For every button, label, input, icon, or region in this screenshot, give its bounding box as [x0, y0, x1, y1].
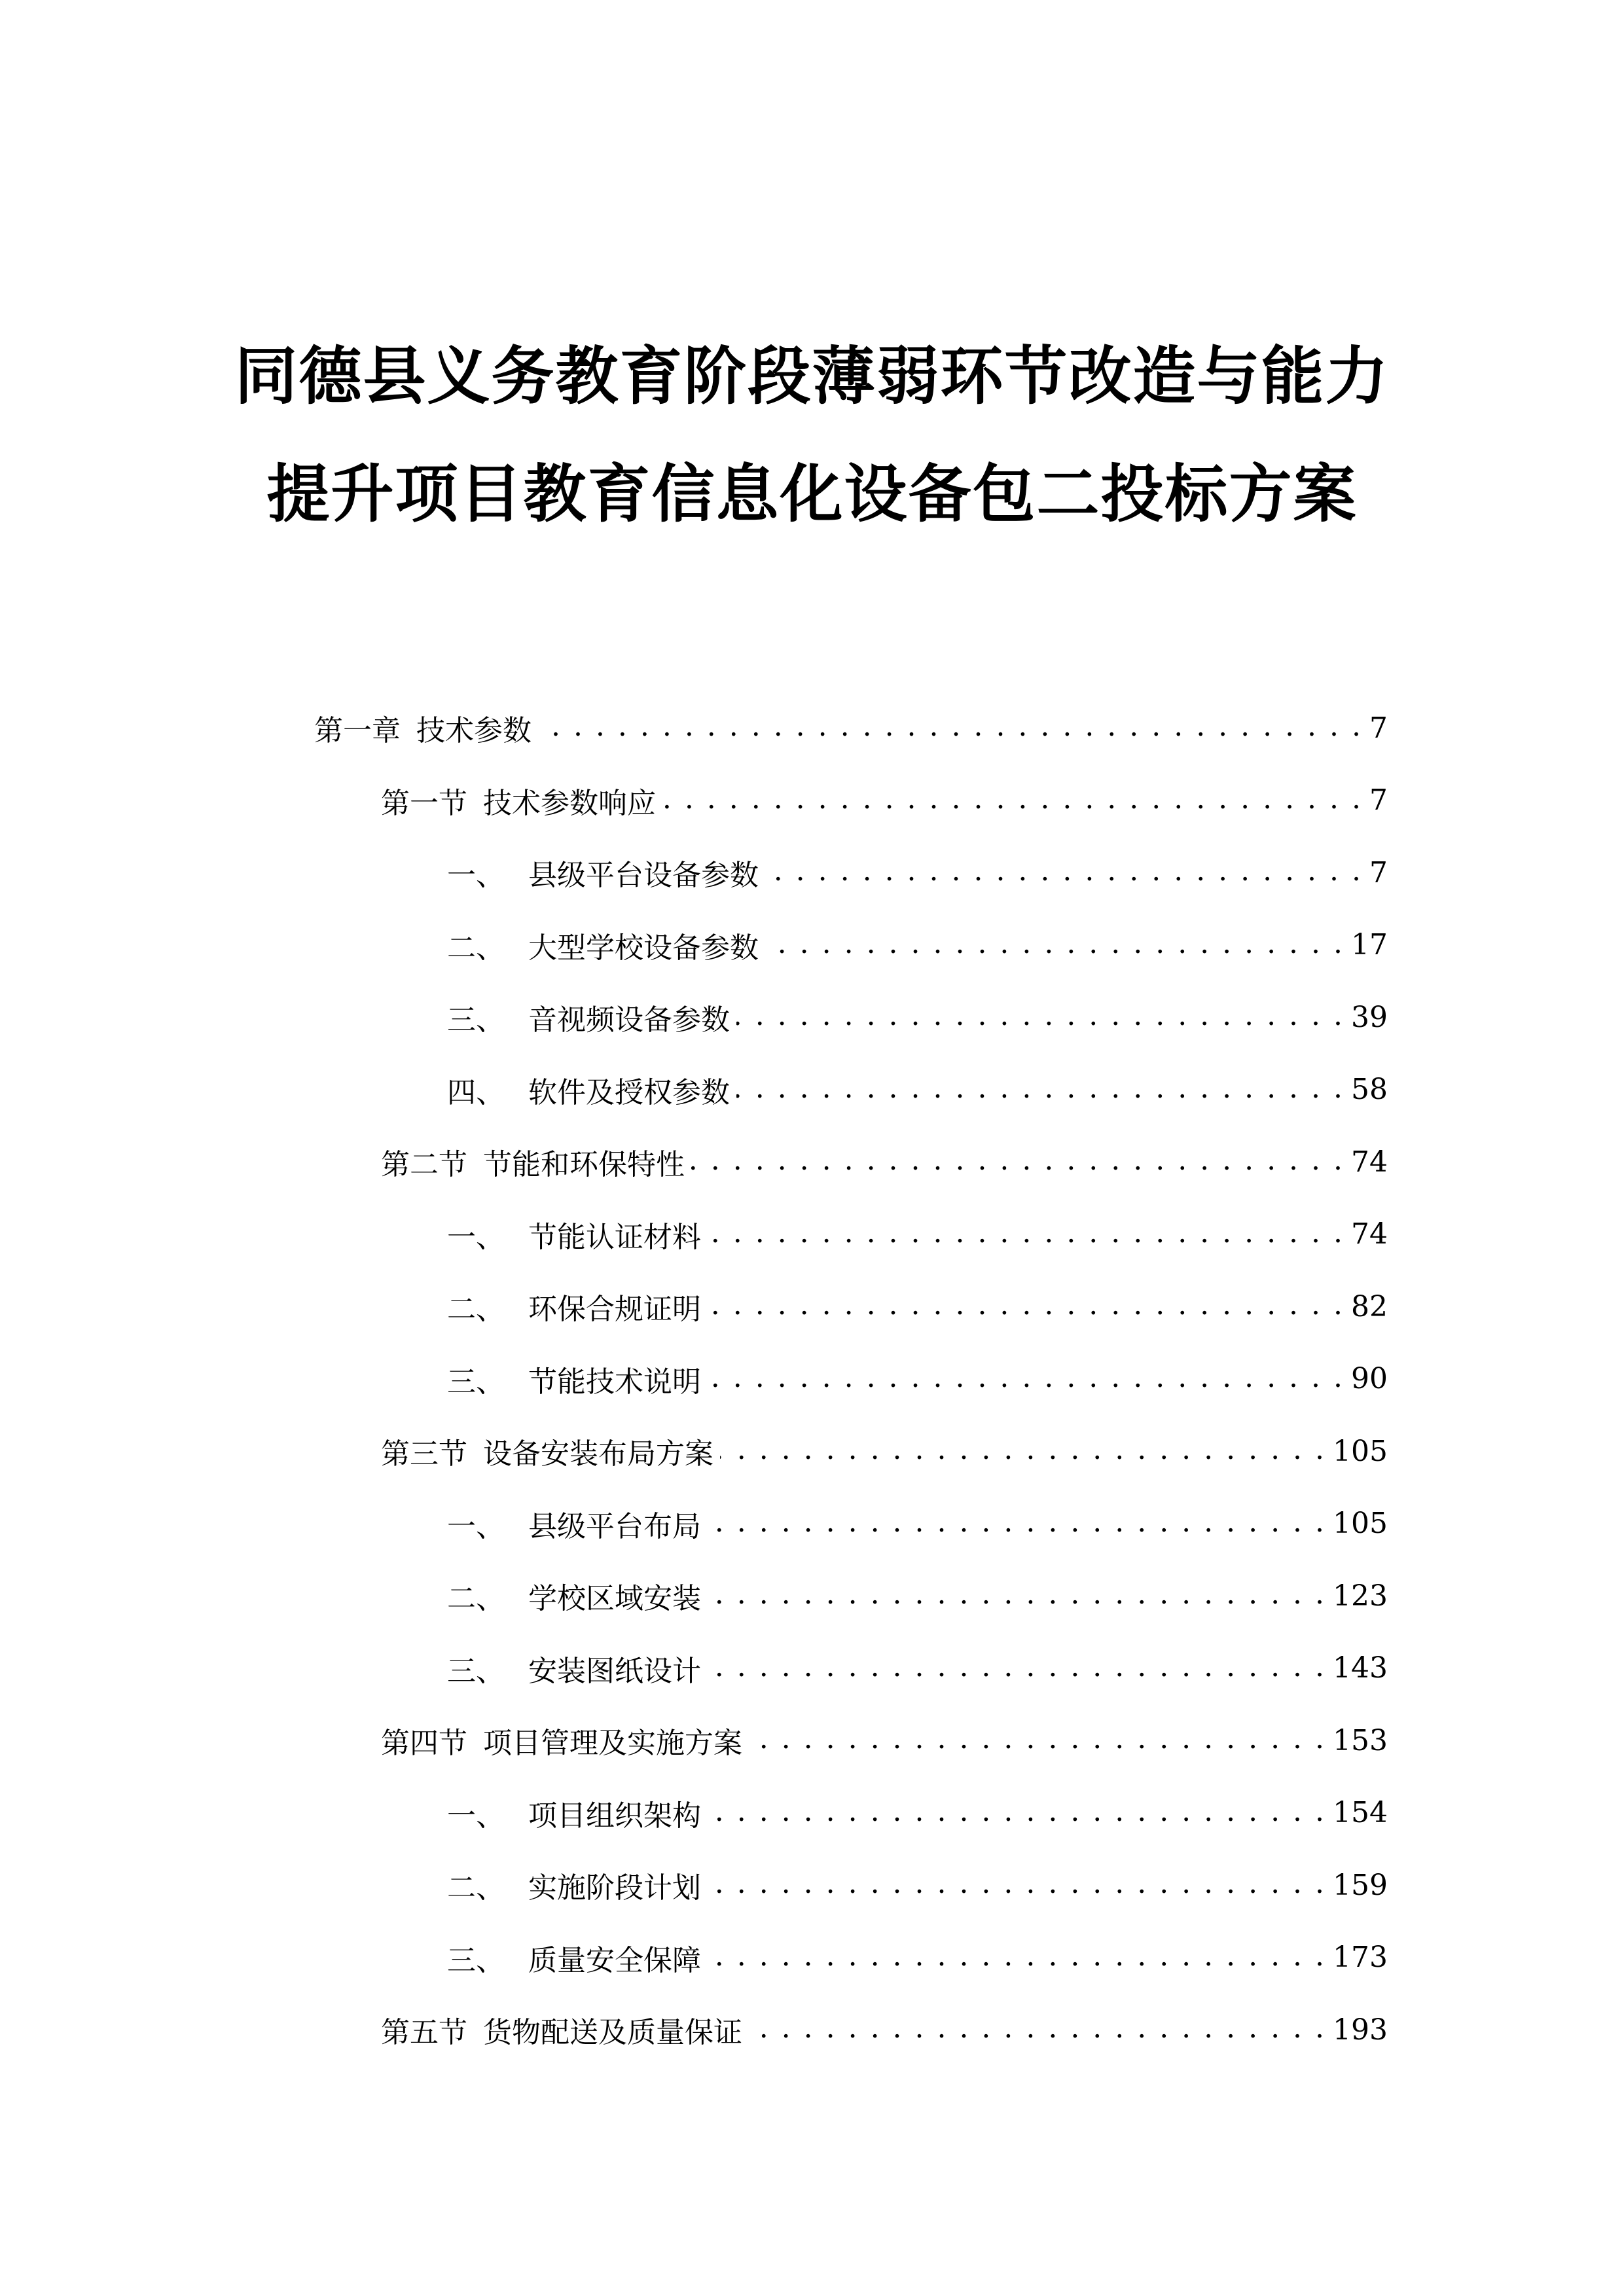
toc-entry-title: 质量安全保障	[528, 1943, 701, 1977]
toc-entry-number: 二、	[447, 931, 505, 965]
toc-entry-number: 第四节	[381, 1727, 467, 1760]
toc-entry-number: 一、	[447, 859, 505, 892]
toc-entry-page: 153	[1333, 1723, 1388, 1757]
document-title-line-2: 提升项目教育信息化设备包二投标方案	[266, 457, 1358, 531]
toc-dot-leader	[708, 1361, 1344, 1397]
toc-entry-number: 三、	[447, 1654, 505, 1688]
toc-dot-leader	[708, 1216, 1344, 1253]
toc-entry-page: 58	[1351, 1073, 1388, 1106]
toc-entry[interactable]	[447, 1560, 1388, 1632]
toc-entry-number: 第一节	[381, 786, 467, 820]
toc-dot-leader	[708, 1867, 1326, 1903]
toc-entry-title: 节能和环保特性	[483, 1148, 685, 1181]
toc-entry-title: 货物配送及质量保证	[483, 2016, 742, 2049]
toc-entry-title: 县级平台布局	[528, 1509, 701, 1543]
toc-entry-title: 技术参数	[416, 714, 532, 747]
toc-entry-number: 三、	[447, 1003, 505, 1037]
toc-entry-page: 74	[1351, 1145, 1388, 1179]
toc-entry-title: 节能技术说明	[528, 1365, 701, 1399]
toc-dot-leader	[736, 1071, 1344, 1108]
toc-entry-title: 软件及授权参数	[528, 1075, 730, 1109]
toc-entry-title: 实施阶段计划	[528, 1871, 701, 1905]
toc-entry[interactable]	[447, 909, 1388, 981]
toc-entry-page: 159	[1333, 1868, 1388, 1902]
toc-entry[interactable]	[447, 981, 1388, 1053]
toc-entry-title: 设备安装布局方案	[483, 1437, 713, 1471]
toc-entry-page: 7	[1369, 711, 1388, 745]
toc-entry-page: 39	[1351, 1000, 1388, 1034]
toc-entry[interactable]	[447, 1270, 1388, 1342]
toc-entry-title: 项目组织架构	[528, 1799, 701, 1833]
toc-entry-number: 二、	[447, 1871, 505, 1905]
toc-entry-title: 学校区域安装	[528, 1582, 701, 1615]
toc-entry[interactable]	[381, 1126, 1388, 1198]
toc-entry-page: 173	[1333, 1941, 1388, 1974]
toc-dot-leader	[736, 999, 1344, 1035]
toc-entry[interactable]	[447, 1632, 1388, 1704]
toc-entry[interactable]	[381, 1704, 1388, 1776]
toc-entry-page: 90	[1351, 1362, 1388, 1395]
toc-entry-number: 三、	[447, 1943, 505, 1977]
toc-dot-leader	[708, 1795, 1326, 1831]
toc-entry-title: 大型学校设备参数	[528, 931, 759, 965]
toc-dot-leader	[708, 1505, 1326, 1542]
toc-entry-number: 第一章	[314, 714, 401, 747]
toc-entry-page: 82	[1351, 1289, 1388, 1323]
toc-dot-leader	[691, 1143, 1344, 1180]
toc-entry-number: 二、	[447, 1293, 505, 1326]
toc-entry[interactable]	[381, 764, 1388, 836]
toc-dot-leader	[765, 927, 1344, 963]
toc-entry-number: 第二节	[381, 1148, 467, 1181]
toc-entry-page: 17	[1351, 928, 1388, 961]
toc-entry[interactable]	[447, 1488, 1388, 1560]
toc-entry[interactable]	[381, 1994, 1388, 2066]
toc-entry-title: 项目管理及实施方案	[483, 1727, 742, 1760]
toc-entry-number: 三、	[447, 1365, 505, 1399]
toc-entry[interactable]	[447, 1198, 1388, 1270]
toc-dot-leader	[708, 1577, 1326, 1614]
toc-entry[interactable]	[314, 692, 1388, 764]
toc-entry[interactable]	[447, 1922, 1388, 1994]
toc-entry-number: 二、	[447, 1582, 505, 1615]
toc-entry-number: 四、	[447, 1075, 505, 1109]
toc-dot-leader	[662, 782, 1363, 819]
toc-entry[interactable]	[447, 1849, 1388, 1921]
toc-entry-page: 7	[1369, 783, 1388, 817]
toc-entry-number: 一、	[447, 1509, 505, 1543]
toc-entry-title: 技术参数响应	[483, 786, 656, 820]
toc-entry-page: 193	[1333, 2013, 1388, 2047]
toc-entry-number: 一、	[447, 1220, 505, 1254]
toc-entry-number: 第三节	[381, 1437, 467, 1471]
toc-entry[interactable]	[447, 1343, 1388, 1415]
toc-entry-number: 一、	[447, 1799, 505, 1833]
toc-entry-title: 环保合规证明	[528, 1293, 701, 1326]
toc-entry-page: 105	[1333, 1507, 1388, 1540]
toc-entry-page: 74	[1351, 1217, 1388, 1251]
toc-entry[interactable]	[381, 1415, 1388, 1487]
toc-entry-page: 143	[1333, 1651, 1388, 1685]
toc-entry-title: 音视频设备参数	[528, 1003, 730, 1037]
toc-dot-leader	[708, 1939, 1326, 1976]
toc-entry-title: 安装图纸设计	[528, 1654, 701, 1688]
toc-entry-page: 7	[1369, 855, 1388, 889]
toc-entry-title: 节能认证材料	[528, 1220, 701, 1254]
toc-entry[interactable]	[447, 836, 1388, 908]
toc-dot-leader	[538, 709, 1363, 746]
toc-entry-page: 123	[1333, 1579, 1388, 1613]
toc-dot-leader	[749, 1722, 1326, 1759]
toc-dot-leader	[765, 854, 1363, 891]
toc-dot-leader	[708, 1650, 1326, 1687]
toc-entry[interactable]	[447, 1054, 1388, 1126]
toc-dot-leader	[749, 2011, 1326, 2048]
toc-entry-number: 第五节	[381, 2016, 467, 2049]
toc-entry-title: 县级平台设备参数	[528, 859, 759, 892]
toc-entry-page: 105	[1333, 1434, 1388, 1468]
document-title-line-1: 同德县义务教育阶段薄弱环节改造与能力	[234, 340, 1390, 413]
toc-dot-leader	[708, 1288, 1344, 1325]
toc-entry[interactable]	[447, 1777, 1388, 1849]
toc-entry-page: 154	[1333, 1796, 1388, 1829]
toc-dot-leader	[720, 1433, 1326, 1469]
